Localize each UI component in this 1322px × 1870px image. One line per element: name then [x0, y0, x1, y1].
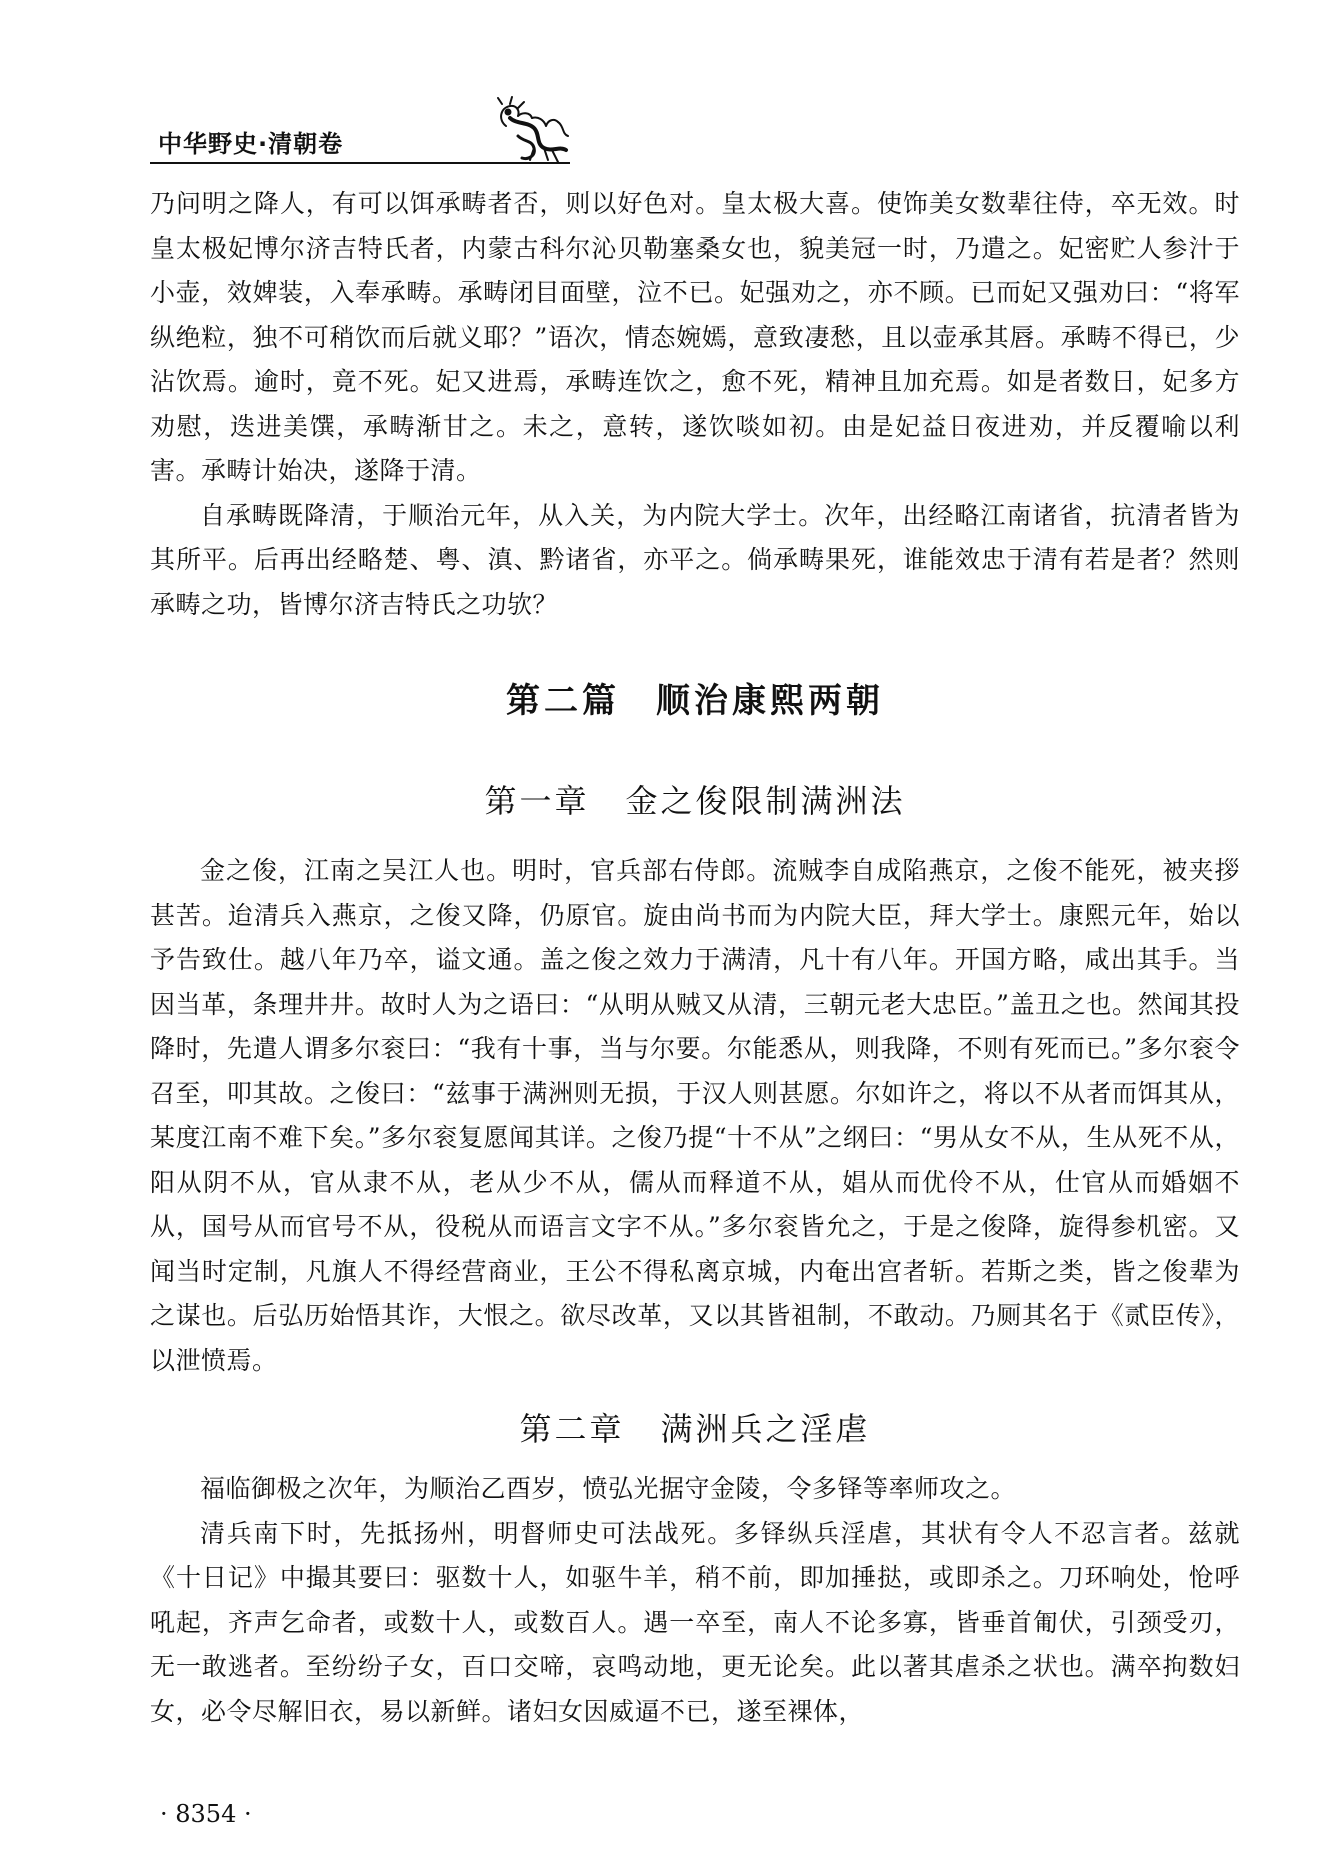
book-title: 中华野史·清朝卷	[158, 130, 344, 158]
dragon-icon	[488, 96, 578, 168]
paragraph: 自承畴既降清，于顺治元年，从入关，为内院大学士。次年，出经略江南诸省，抗清者皆为其所平。后再出经略楚、粤、滇、黔诸省，亦平之。倘承畴果死，谁能效忠于清有若是者？然则承畴之功，皆博尔济吉特氏之功欤？	[150, 500, 1240, 619]
page-body	[150, 182, 1240, 1734]
chapter-heading	[150, 1401, 1240, 1457]
page-number: · 8354 ·	[160, 1800, 252, 1828]
paragraph: 乃问明之降人，有可以饵承畴者否，则以好色对。皇太极大喜。使饰美女数辈往侍，卒无效。时皇太极妃博尔济吉特氏者，内蒙古科尔沁贝勒塞桑女也，貌美冠一时，乃遣之。妃密贮人参汁于小壶，效婢装，入奉承畴。承畴闭目面壁，泣不已。妃强劝之，亦不顾。已而妃又强劝曰：“将军纵绝粒，独不可稍饮而后就义耶？”语次，情态婉嫣，意致凄愁，且以壶承其唇。承畴不得已，少沾饮焉。逾时，竟不死。妃又进焉，承畴连饮之，愈不死，精神且加充焉。如是者数日，妃多方劝慰，迭进美馔，承畴渐甘之。未之，意转，遂饮啖如初。由是妃益日夜进劝，并反覆喻以利害。承畴计始决，遂降于清。	[150, 189, 1240, 485]
part-heading	[150, 665, 1240, 737]
chapter-name: 满洲兵之淫虐	[660, 1410, 871, 1448]
paragraph: 清兵南下时，先抵扬州，明督师史可法战死。多铎纵兵淫虐，其状有令人不忍言者。兹就《十日记》中撮其要曰：驱数十人，如驱牛羊，稍不前，即加捶挞，或即杀之。刀环响处，怆呼吼起，齐声乞命者，或数十人，或数百人。遇一卒至，南人不论多寡，皆垂首匍伏，引颈受刃，无一敢逃者。至纷纷子女，百口交啼，哀鸣动地，更无论矣。此以著其虐杀之状也。满卒拘数妇女，必令尽解旧衣，易以新鲜。诸妇女因威逼不已，遂至裸体，	[150, 1518, 1240, 1726]
chapter-number: 第二章	[519, 1410, 625, 1448]
paragraph: 金之俊，江南之吴江人也。明时，官兵部右侍郎。流贼李自成陷燕京，之俊不能死，被夹拶甚苦。迨清兵入燕京，之俊又降，仍原官。旋由尚书而为内院大臣，拜大学士。康熙元年，始以予告致仕。越八年乃卒，谥文通。盖之俊之效力于满清，凡十有八年。开国方略，咸出其手。当因当革，条理井井。故时人为之语曰：“从明从贼又从清，三朝元老大忠臣。”盖丑之也。然闻其投降时，先遣人谓多尔衮曰：“我有十事，当与尔要。尔能悉从，则我降，不则有死而已。”多尔衮令召至，叩其故。之俊曰：“兹事于满洲则无损，于汉人则甚愿。尔如许之，将以不从者而饵其从，某度江南不难下矣。”多尔衮复愿闻其详。之俊乃提“十不从”之纲曰：“男从女不从，生从死不从，阳从阴不从，官从隶不从，老从少不从，儒从而释道不从，娼从而优伶不从，仕官从而婚姻不从，国号从而官号不从，役税从而语言文字不从。”多尔衮皆允之，于是之俊降，旋得参机密。又闻当时定制，凡旗人不得经营商业，王公不得私离京城，内奄出宫者斩。若斯之类，皆之俊辈为之谋也。后弘历始悟其诈，大恨之。欲尽改革，又以其皆祖制，不敢动。乃厕其名于《贰臣传》，以泄愤焉。	[150, 856, 1240, 1375]
part-number: 第二篇	[506, 681, 620, 721]
paragraph: 福临御极之次年，为顺治乙酉岁，愤弘光据守金陵，令多铎等率师攻之。	[200, 1474, 1017, 1503]
chapter-heading	[150, 773, 1240, 829]
chapter-name: 金之俊限制满洲法	[625, 782, 906, 820]
chapter-number: 第一章	[484, 782, 590, 820]
part-name: 顺治康熙两朝	[656, 681, 884, 721]
